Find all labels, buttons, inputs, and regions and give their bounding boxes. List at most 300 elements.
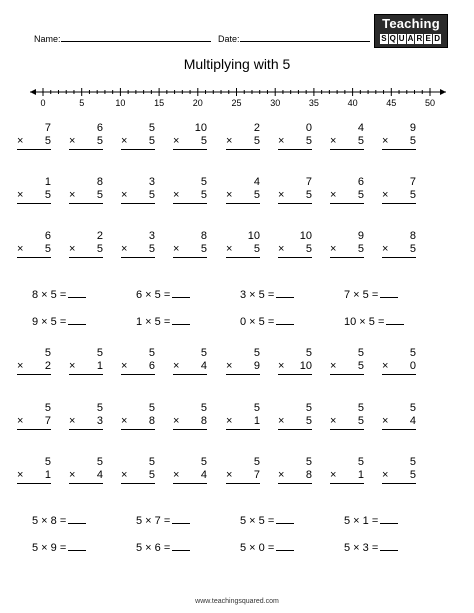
times-sign: × <box>121 189 128 201</box>
multiplier: 5 <box>148 135 155 147</box>
multiplier: 5 <box>357 189 364 201</box>
vertical-problem <box>121 347 155 375</box>
multiplicand: 5 <box>148 456 155 468</box>
tick-label: 30 <box>270 98 281 106</box>
times-sign: × <box>173 415 180 427</box>
times-sign: × <box>330 360 337 372</box>
multiplicand: 8 <box>96 176 103 188</box>
times-sign: × <box>121 243 128 255</box>
date-field[interactable] <box>218 32 370 44</box>
logo-letter: E <box>425 34 431 43</box>
equation-text: 5 × 5 = <box>240 515 275 527</box>
multiplicand: 5 <box>96 456 103 468</box>
multiplier: 5 <box>305 243 312 255</box>
answer-line[interactable] <box>278 429 312 430</box>
multiplicand: 2 <box>253 122 260 134</box>
multiplier: 5 <box>200 135 207 147</box>
times-sign: × <box>278 469 285 481</box>
answer-line[interactable] <box>173 374 207 375</box>
multiplicand: 8 <box>200 230 207 242</box>
multiplier: 5 <box>44 135 51 147</box>
multiplier: 5 <box>409 469 416 481</box>
name-line[interactable] <box>61 32 211 42</box>
answer-blank[interactable] <box>68 541 86 551</box>
answer-line[interactable] <box>173 483 207 484</box>
multiplier: 0 <box>409 360 416 372</box>
horizontal-problem <box>32 541 86 554</box>
multiplicand: 9 <box>409 122 416 134</box>
answer-line[interactable] <box>226 374 260 375</box>
multiplicand: 10 <box>194 122 207 134</box>
multiplier: 5 <box>253 135 260 147</box>
logo-letter: R <box>416 34 423 43</box>
multiplier: 8 <box>200 415 207 427</box>
vertical-problem <box>121 176 155 204</box>
answer-line[interactable] <box>121 374 155 375</box>
multiplicand: 6 <box>357 176 364 188</box>
vertical-problem <box>226 230 260 258</box>
tick-label: 20 <box>192 98 203 106</box>
answer-line[interactable] <box>226 203 260 204</box>
answer-line[interactable] <box>382 429 416 430</box>
multiplicand: 7 <box>44 122 51 134</box>
times-sign: × <box>173 243 180 255</box>
vertical-problem <box>330 230 364 258</box>
answer-line[interactable] <box>330 149 364 150</box>
answer-line[interactable] <box>226 483 260 484</box>
times-sign: × <box>17 415 24 427</box>
answer-line[interactable] <box>121 257 155 258</box>
multiplier: 5 <box>409 135 416 147</box>
answer-line[interactable] <box>17 429 51 430</box>
horizontal-problem <box>240 514 294 527</box>
multiplicand: 6 <box>96 122 103 134</box>
vertical-problem <box>17 122 51 150</box>
multiplier: 5 <box>148 243 155 255</box>
multiplier: 5 <box>305 135 312 147</box>
answer-line[interactable] <box>173 149 207 150</box>
multiplier: 5 <box>357 243 364 255</box>
footer-url: www.teachingsquared.com <box>195 598 279 605</box>
answer-blank[interactable] <box>380 541 398 551</box>
times-sign: × <box>278 243 285 255</box>
vertical-problem <box>278 402 312 430</box>
vertical-problem <box>121 402 155 430</box>
multiplicand: 5 <box>44 347 51 359</box>
equation-text: 1 × 5 = <box>136 316 171 328</box>
multiplicand: 1 <box>44 176 51 188</box>
multiplicand: 5 <box>253 347 260 359</box>
times-sign: × <box>226 415 233 427</box>
multiplier: 5 <box>253 189 260 201</box>
times-sign: × <box>69 243 76 255</box>
equation-text: 7 × 5 = <box>344 289 379 301</box>
times-sign: × <box>382 243 389 255</box>
multiplicand: 5 <box>44 456 51 468</box>
multiplier: 4 <box>409 415 416 427</box>
answer-blank[interactable] <box>386 315 404 325</box>
answer-line[interactable] <box>173 257 207 258</box>
times-sign: × <box>17 469 24 481</box>
times-sign: × <box>330 415 337 427</box>
answer-blank[interactable] <box>276 541 294 551</box>
multiplicand: 5 <box>357 402 364 414</box>
multiplicand: 6 <box>44 230 51 242</box>
answer-line[interactable] <box>173 203 207 204</box>
multiplier: 5 <box>96 189 103 201</box>
multiplier: 5 <box>305 189 312 201</box>
multiplicand: 5 <box>409 456 416 468</box>
times-sign: × <box>69 135 76 147</box>
times-sign: × <box>69 469 76 481</box>
answer-line[interactable] <box>382 483 416 484</box>
horizontal-problem <box>136 541 190 554</box>
vertical-problem <box>69 456 103 484</box>
tick-label: 35 <box>308 98 319 106</box>
multiplier: 9 <box>253 360 260 372</box>
multiplier: 7 <box>44 415 51 427</box>
answer-line[interactable] <box>17 149 51 150</box>
times-sign: × <box>278 415 285 427</box>
multiplicand: 5 <box>200 347 207 359</box>
multiplicand: 9 <box>357 230 364 242</box>
times-sign: × <box>173 189 180 201</box>
answer-line[interactable] <box>382 149 416 150</box>
right-arrow-icon <box>440 89 446 95</box>
tick-label: 10 <box>115 98 126 106</box>
answer-line[interactable] <box>121 149 155 150</box>
times-sign: × <box>382 135 389 147</box>
multiplicand: 5 <box>200 176 207 188</box>
horizontal-problem <box>32 315 86 328</box>
multiplier: 2 <box>44 360 51 372</box>
equation-text: 5 × 9 = <box>32 542 67 554</box>
name-label: Name: <box>34 34 61 44</box>
multiplier: 5 <box>305 415 312 427</box>
vertical-problem <box>173 122 207 150</box>
answer-line[interactable] <box>69 149 103 150</box>
horizontal-problem <box>240 288 294 301</box>
vertical-problem <box>17 176 51 204</box>
equation-text: 6 × 5 = <box>136 289 171 301</box>
vertical-problem <box>226 402 260 430</box>
answer-blank[interactable] <box>380 514 398 524</box>
tick-label: 0 <box>40 98 46 106</box>
horizontal-problem <box>344 288 398 301</box>
multiplier: 5 <box>253 243 260 255</box>
logo-squares <box>380 34 442 45</box>
times-sign: × <box>173 135 180 147</box>
multiplicand: 2 <box>96 230 103 242</box>
multiplicand: 5 <box>200 456 207 468</box>
horizontal-problem <box>240 541 294 554</box>
vertical-problem <box>17 347 51 375</box>
answer-line[interactable] <box>69 483 103 484</box>
multiplicand: 10 <box>247 230 260 242</box>
multiplicand: 5 <box>96 402 103 414</box>
multiplicand: 4 <box>253 176 260 188</box>
equation-text: 5 × 0 = <box>240 542 275 554</box>
teaching-squared-logo <box>374 14 448 48</box>
multiplier: 4 <box>200 360 207 372</box>
multiplicand: 5 <box>357 456 364 468</box>
multiplicand: 5 <box>96 347 103 359</box>
logo-text: Teaching <box>382 16 440 31</box>
answer-blank[interactable] <box>276 315 294 325</box>
times-sign: × <box>382 469 389 481</box>
vertical-problem <box>278 176 312 204</box>
times-sign: × <box>226 189 233 201</box>
multiplicand: 5 <box>305 402 312 414</box>
answer-line[interactable] <box>69 257 103 258</box>
logo-letter: Q <box>389 34 396 43</box>
equation-text: 8 × 5 = <box>32 289 67 301</box>
answer-line[interactable] <box>278 149 312 150</box>
multiplier: 5 <box>148 189 155 201</box>
multiplicand: 5 <box>357 347 364 359</box>
times-sign: × <box>69 360 76 372</box>
times-sign: × <box>121 415 128 427</box>
page-title: Multiplying with 5 <box>183 56 291 72</box>
logo-letter: S <box>381 34 387 43</box>
horizontal-problem <box>32 288 86 301</box>
vertical-problem <box>382 230 416 258</box>
answer-line[interactable] <box>330 203 364 204</box>
multiplicand: 5 <box>148 122 155 134</box>
multiplicand: 5 <box>148 402 155 414</box>
times-sign: × <box>69 189 76 201</box>
answer-line[interactable] <box>17 374 51 375</box>
times-sign: × <box>382 360 389 372</box>
multiplier: 5 <box>409 243 416 255</box>
times-sign: × <box>121 469 128 481</box>
answer-line[interactable] <box>17 483 51 484</box>
multiplier: 5 <box>357 360 364 372</box>
answer-line[interactable] <box>226 149 260 150</box>
logo-letter: A <box>407 34 414 43</box>
horizontal-problem <box>240 315 294 328</box>
date-label: Date: <box>218 34 240 44</box>
multiplier: 5 <box>44 189 51 201</box>
vertical-problem <box>382 176 416 204</box>
left-arrow-icon <box>30 89 36 95</box>
multiplicand: 7 <box>409 176 416 188</box>
times-sign: × <box>382 415 389 427</box>
tick-label: 15 <box>154 98 165 106</box>
answer-line[interactable] <box>382 374 416 375</box>
vertical-problem <box>330 122 364 150</box>
answer-line[interactable] <box>382 203 416 204</box>
vertical-problem <box>69 176 103 204</box>
equation-text: 10 × 5 = <box>344 316 385 328</box>
tick-label: 5 <box>79 98 85 106</box>
answer-line[interactable] <box>278 203 312 204</box>
vertical-problem <box>226 176 260 204</box>
logo-letter: U <box>398 34 405 43</box>
multiplicand: 5 <box>409 402 416 414</box>
vertical-problem <box>173 402 207 430</box>
times-sign: × <box>382 189 389 201</box>
vertical-problem <box>121 122 155 150</box>
vertical-problem <box>69 230 103 258</box>
answer-line[interactable] <box>17 257 51 258</box>
answer-blank[interactable] <box>172 541 190 551</box>
multiplier: 5 <box>200 243 207 255</box>
vertical-problem <box>173 456 207 484</box>
multiplier: 1 <box>253 415 260 427</box>
times-sign: × <box>226 243 233 255</box>
multiplier: 8 <box>305 469 312 481</box>
multiplicand: 8 <box>409 230 416 242</box>
vertical-problem <box>278 456 312 484</box>
times-sign: × <box>17 135 24 147</box>
times-sign: × <box>17 243 24 255</box>
answer-line[interactable] <box>278 374 312 375</box>
multiplicand: 4 <box>357 122 364 134</box>
multiplicand: 3 <box>148 230 155 242</box>
answer-blank[interactable] <box>172 288 190 298</box>
vertical-problem <box>330 347 364 375</box>
answer-line[interactable] <box>382 257 416 258</box>
number-line <box>0 80 474 106</box>
multiplier: 6 <box>148 360 155 372</box>
horizontal-problem <box>344 514 398 527</box>
equation-text: 5 × 8 = <box>32 515 67 527</box>
vertical-problem <box>173 176 207 204</box>
answer-line[interactable] <box>17 203 51 204</box>
multiplier: 5 <box>96 243 103 255</box>
vertical-problem <box>382 456 416 484</box>
vertical-problem <box>382 347 416 375</box>
multiplier: 4 <box>200 469 207 481</box>
multiplier: 5 <box>357 135 364 147</box>
answer-line[interactable] <box>69 374 103 375</box>
times-sign: × <box>278 189 285 201</box>
answer-line[interactable] <box>330 257 364 258</box>
times-sign: × <box>173 360 180 372</box>
answer-line[interactable] <box>226 429 260 430</box>
multiplier: 5 <box>409 189 416 201</box>
horizontal-problem <box>32 514 86 527</box>
times-sign: × <box>173 469 180 481</box>
vertical-problem <box>278 230 312 258</box>
answer-blank[interactable] <box>68 514 86 524</box>
times-sign: × <box>226 360 233 372</box>
tick-label: 25 <box>231 98 242 106</box>
vertical-problem <box>173 230 207 258</box>
vertical-problem <box>382 122 416 150</box>
multiplicand: 5 <box>200 402 207 414</box>
times-sign: × <box>278 360 285 372</box>
answer-line[interactable] <box>121 203 155 204</box>
vertical-problem <box>17 402 51 430</box>
times-sign: × <box>226 469 233 481</box>
answer-blank[interactable] <box>172 315 190 325</box>
answer-line[interactable] <box>121 429 155 430</box>
multiplicand: 3 <box>148 176 155 188</box>
times-sign: × <box>17 189 24 201</box>
logo-letter: D <box>434 34 440 43</box>
answer-blank[interactable] <box>276 514 294 524</box>
answer-blank[interactable] <box>68 288 86 298</box>
tick-label: 50 <box>424 98 436 106</box>
answer-line[interactable] <box>330 374 364 375</box>
equation-text: 5 × 3 = <box>344 542 379 554</box>
equation-text: 0 × 5 = <box>240 316 275 328</box>
answer-line[interactable] <box>173 429 207 430</box>
equation-text: 9 × 5 = <box>32 316 67 328</box>
answer-blank[interactable] <box>172 514 190 524</box>
vertical-problem <box>69 402 103 430</box>
horizontal-problem <box>344 541 398 554</box>
times-sign: × <box>330 469 337 481</box>
name-field[interactable] <box>34 32 211 44</box>
answer-line[interactable] <box>226 257 260 258</box>
multiplicand: 5 <box>305 456 312 468</box>
answer-line[interactable] <box>330 429 364 430</box>
answer-line[interactable] <box>69 203 103 204</box>
multiplier: 7 <box>253 469 260 481</box>
answer-line[interactable] <box>278 257 312 258</box>
vertical-problem <box>278 122 312 150</box>
horizontal-problem <box>136 514 190 527</box>
answer-blank[interactable] <box>68 315 86 325</box>
answer-line[interactable] <box>121 483 155 484</box>
answer-line[interactable] <box>330 483 364 484</box>
equation-text: 3 × 5 = <box>240 289 275 301</box>
answer-line[interactable] <box>278 483 312 484</box>
times-sign: × <box>330 243 337 255</box>
answer-blank[interactable] <box>380 288 398 298</box>
equation-text: 5 × 7 = <box>136 515 171 527</box>
multiplicand: 5 <box>305 347 312 359</box>
multiplicand: 5 <box>253 402 260 414</box>
equation-text: 5 × 6 = <box>136 542 171 554</box>
times-sign: × <box>69 415 76 427</box>
times-sign: × <box>278 135 285 147</box>
multiplicand: 10 <box>299 230 312 242</box>
vertical-problem <box>226 122 260 150</box>
vertical-problem <box>382 402 416 430</box>
vertical-problem <box>330 176 364 204</box>
times-sign: × <box>121 135 128 147</box>
multiplicand: 5 <box>253 456 260 468</box>
multiplicand: 5 <box>44 402 51 414</box>
multiplier: 5 <box>200 189 207 201</box>
vertical-problem <box>121 456 155 484</box>
multiplier: 8 <box>148 415 155 427</box>
multiplier: 5 <box>96 135 103 147</box>
horizontal-problem <box>136 315 190 328</box>
answer-line[interactable] <box>69 429 103 430</box>
multiplier: 5 <box>44 243 51 255</box>
multiplier: 5 <box>148 469 155 481</box>
date-line[interactable] <box>240 32 370 42</box>
vertical-problem <box>69 347 103 375</box>
horizontal-problem <box>344 315 404 328</box>
vertical-problem <box>226 456 260 484</box>
answer-blank[interactable] <box>276 288 294 298</box>
times-sign: × <box>17 360 24 372</box>
multiplier: 3 <box>96 415 103 427</box>
multiplier: 1 <box>357 469 364 481</box>
vertical-problem <box>330 402 364 430</box>
tick-label: 40 <box>347 98 358 106</box>
multiplicand: 5 <box>409 347 416 359</box>
multiplier: 1 <box>96 360 103 372</box>
vertical-problem <box>17 230 51 258</box>
multiplier: 5 <box>357 415 364 427</box>
